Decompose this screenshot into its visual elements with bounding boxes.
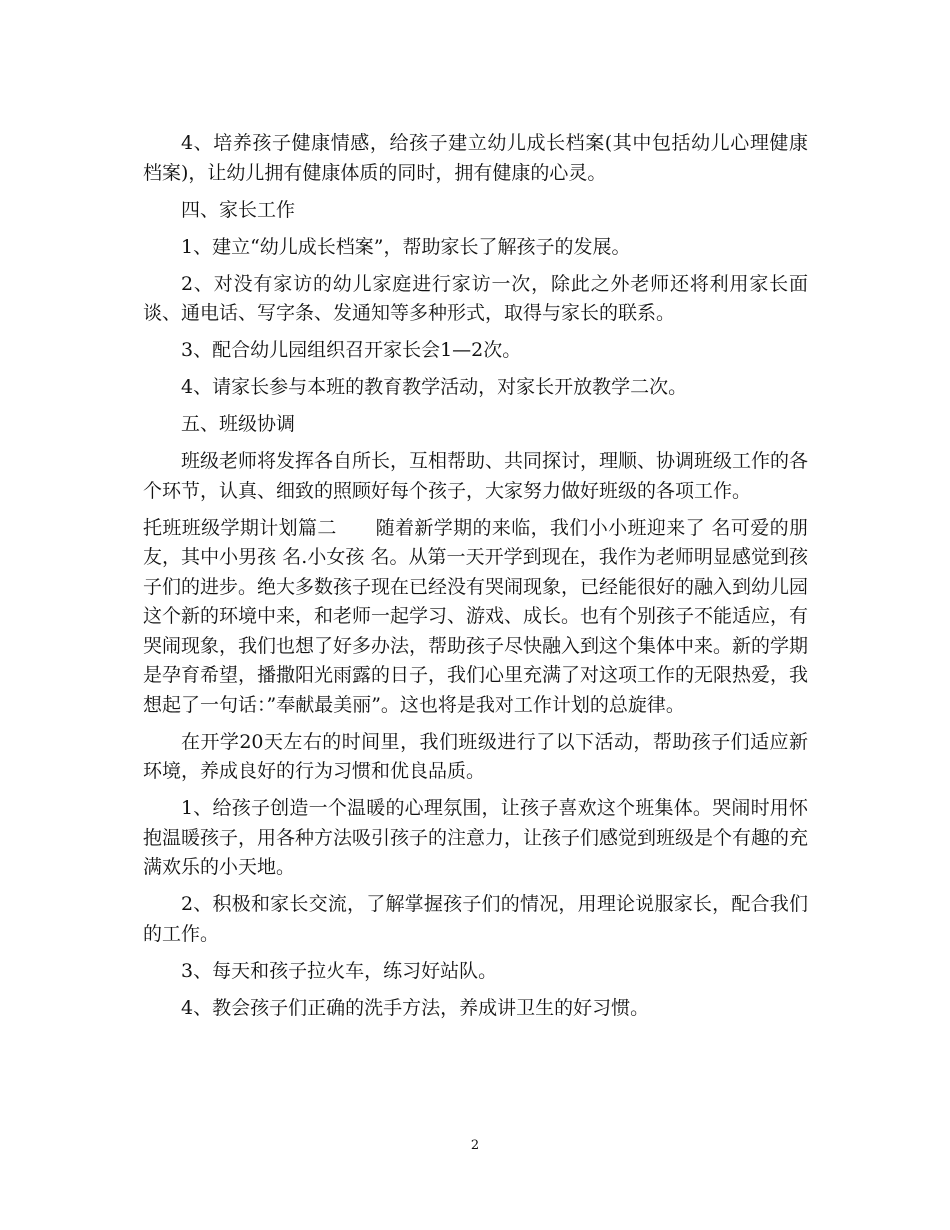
paragraph-first-20-days: 在开学20天左右的时间里，我们班级进行了以下活动，帮助孩子们适应新环境，养成良好的行为习惯和优良品质。: [143, 730, 808, 782]
paragraph-parent-archive: 1、建立“幼儿成长档案”，帮助家长了解孩子的发展。: [181, 235, 631, 258]
paragraph-parent-meeting: 3、配合幼儿园组织召开家长会1—2次。: [181, 339, 522, 361]
paragraph-home-visit: 2、对没有家访的幼儿家庭进行家访一次，除此之外老师还将利用家长面谈、通电话、写字条、发通知等多种形式，取得与家长的联系。: [143, 272, 808, 324]
paragraph-plan-part-two: 托班班级学期计划篇二 随着新学期的来临，我们小小班迎来了 名可爱的朋友，其中小男孩 名.小女孩 名。从第一天开学到现在，我作为老师明显感觉到孩子们的进步。绝大多数孩子现在已经没有哭闹现象，已经能很好的融入到幼儿园这个新的环境中来，和老师一起学习、游戏、成长。也有个别孩子不能适应，有哭闹现象，我们也想了好多办法，帮助孩子尽快融入到这个集体中来。新的学期是孕育希望，播撒阳光雨露的日子，我们心里充满了对这项工作的无限热爱，我想起了一句话：”奉献最美丽”。这也将是我对工作计划的总旋律。: [143, 516, 809, 716]
paragraph-hand-washing: 4、教会孩子们正确的洗手方法，养成讲卫生的好习惯。: [181, 996, 650, 1019]
document-body: [143, 129, 808, 1031]
paragraph-parent-communication: 2、积极和家长交流，了解掌握孩子们的情况，用理论说服家长，配合我们的工作。: [143, 893, 808, 945]
page-number: 2: [470, 1138, 480, 1153]
section-heading-class-coordination: 五、班级协调: [181, 413, 296, 435]
section-heading-parent-work: 四、家长工作: [181, 198, 296, 221]
paragraph-warm-atmosphere: 1、给孩子创造一个温暖的心理氛围，让孩子喜欢这个班集体。哭闹时用怀抱温暖孩子，用各种方法吸引孩子的注意力，让孩子们感觉到班级是个有趣的充满欢乐的小天地。: [143, 797, 809, 878]
paragraph-line-up: 3、每天和孩子拉火车，练习好站队。: [181, 959, 498, 982]
paragraph-open-teaching: 4、请家长参与本班的教育教学活动，对家长开放教学二次。: [181, 376, 688, 398]
paragraph-growth-archive: 4、培养孩子健康情感，给孩子建立幼儿成长档案(其中包括幼儿心理健康档案)，让幼儿拥有健康体质的同时，拥有健康的心灵。: [143, 132, 808, 184]
paragraph-coordination: 班级老师将发挥各自所长，互相帮助、共同探讨，理顺、协调班级工作的各个环节，认真、细致的照顾好每个孩子，大家努力做好班级的各项工作。: [143, 450, 809, 502]
